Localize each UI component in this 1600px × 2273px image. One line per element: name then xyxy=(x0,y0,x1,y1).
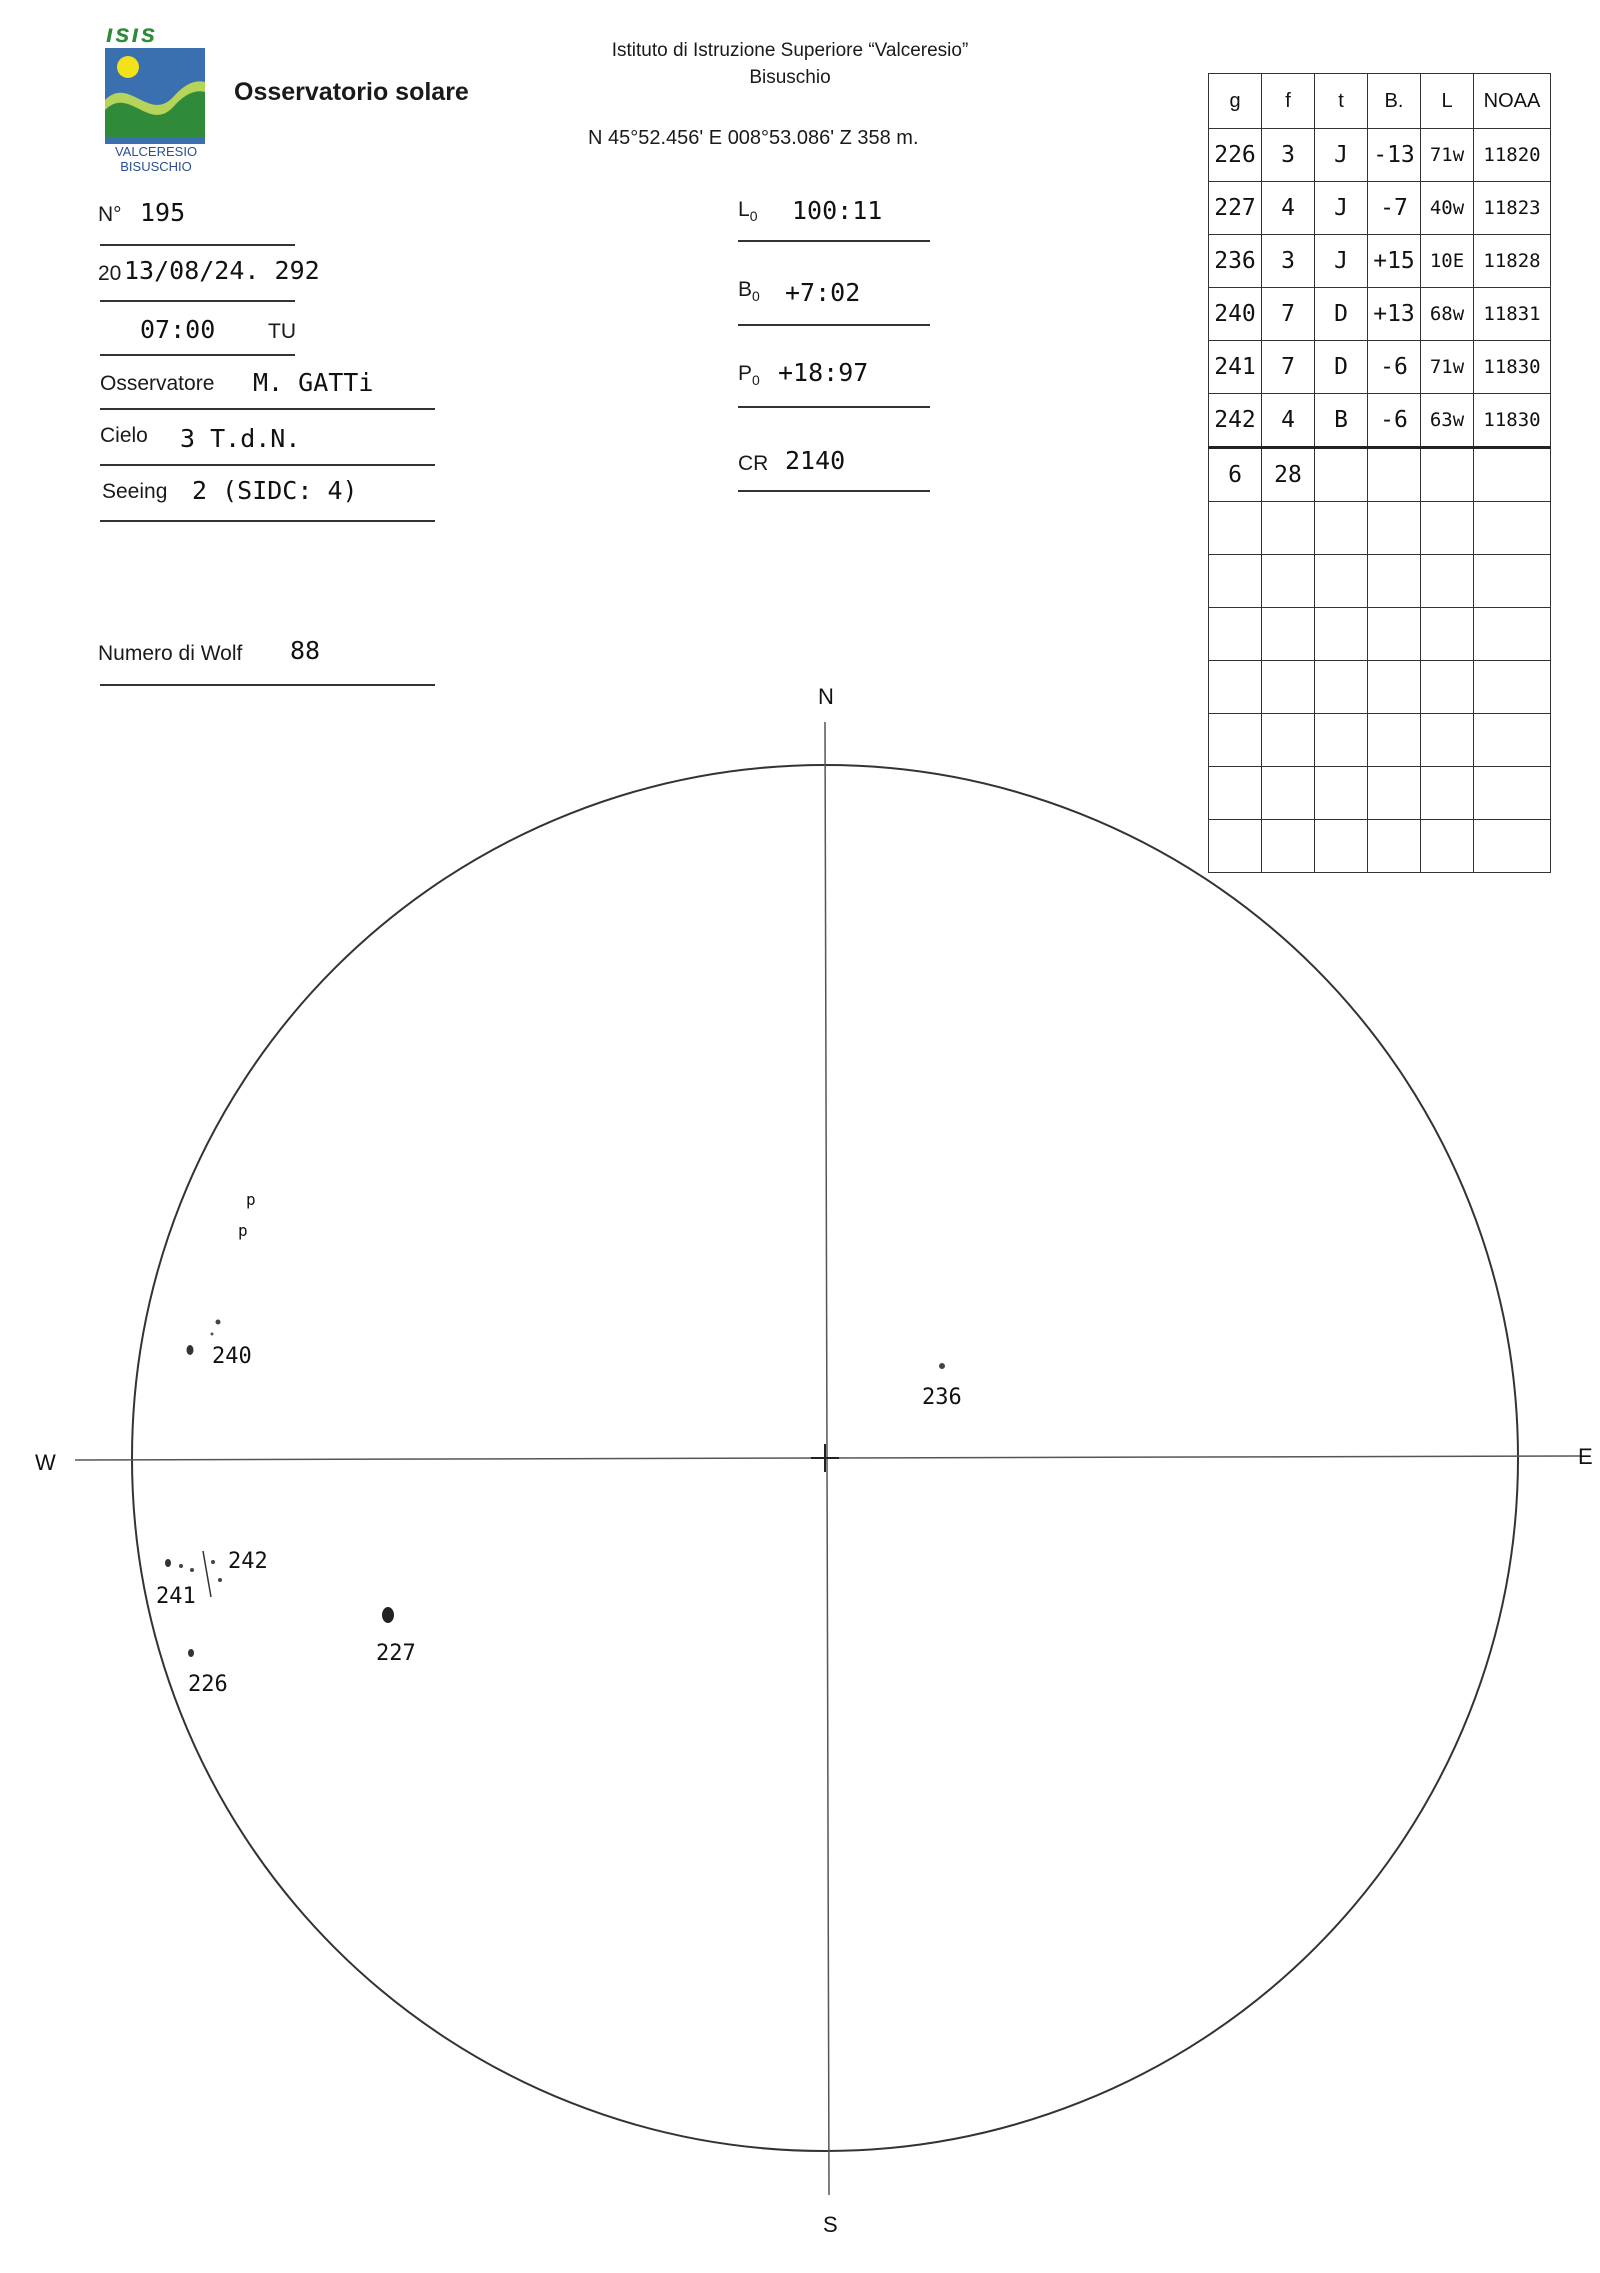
p0-letter: P xyxy=(738,362,753,385)
l0-subscript: 0 xyxy=(749,208,758,225)
sunspot-240-leader xyxy=(187,1345,194,1355)
table-cell: J xyxy=(1315,129,1368,182)
table-cell: 7 xyxy=(1262,341,1315,394)
sunspot-240-small xyxy=(211,1333,214,1336)
sky-value: 3 T.d.N. xyxy=(180,424,301,453)
table-cell: 40w xyxy=(1421,182,1474,235)
east-label: E xyxy=(1578,1444,1593,1469)
number-value: 195 xyxy=(140,198,186,227)
table-cell: J xyxy=(1315,182,1368,235)
column-header: B. xyxy=(1368,74,1421,129)
l0-letter: L xyxy=(738,198,750,221)
column-header: L xyxy=(1421,74,1474,129)
group-label-241: 241 xyxy=(156,1584,196,1609)
group-label-236: 236 xyxy=(922,1385,962,1410)
column-header: NOAA xyxy=(1474,74,1551,129)
table-cell: -6 xyxy=(1368,394,1421,448)
sunspot-242 xyxy=(211,1560,215,1564)
table-cell: D xyxy=(1315,288,1368,341)
pore-label-1: p xyxy=(246,1190,256,1209)
sunspot-241-small-2 xyxy=(190,1568,194,1572)
south-label: S xyxy=(823,2212,838,2237)
column-header: g xyxy=(1209,74,1262,129)
table-cell: D xyxy=(1315,341,1368,394)
table-cell: 11830 xyxy=(1474,394,1551,448)
p0-value: +18:97 xyxy=(778,358,869,387)
table-cell: -13 xyxy=(1368,129,1421,182)
group-label-242: 242 xyxy=(228,1549,268,1574)
pore-label-2: p xyxy=(238,1221,248,1240)
table-cell: 236 xyxy=(1209,235,1262,288)
table-cell: 10E xyxy=(1421,235,1474,288)
b0-value: +7:02 xyxy=(785,278,861,307)
totals-cell: 28 xyxy=(1262,448,1315,502)
seeing-value: 2 (SIDC: 4) xyxy=(192,476,358,505)
institute-town: Bisuschio xyxy=(749,67,831,88)
sunspot-227 xyxy=(382,1607,394,1623)
table-cell: 227 xyxy=(1209,182,1262,235)
institute-name: Istituto di Istruzione Superiore “Valceresio” xyxy=(611,40,969,61)
table-cell: 11820 xyxy=(1474,129,1551,182)
table-cell: 4 xyxy=(1262,182,1315,235)
table-cell: -6 xyxy=(1368,341,1421,394)
observer-value: M. GATTi xyxy=(253,368,374,397)
time-unit: TU xyxy=(268,320,296,343)
sunspot-241-small xyxy=(179,1564,183,1568)
column-header: t xyxy=(1315,74,1368,129)
date-value: 13/08/24. 292 xyxy=(124,256,320,285)
table-cell: 71w xyxy=(1421,341,1474,394)
sunspot-240-follower xyxy=(216,1320,221,1325)
table-cell: 3 xyxy=(1262,235,1315,288)
table-cell: 11831 xyxy=(1474,288,1551,341)
wolf-number-value: 88 xyxy=(290,636,321,665)
table-cell: 68w xyxy=(1421,288,1474,341)
column-header: f xyxy=(1262,74,1315,129)
north-label: N xyxy=(818,684,834,709)
wolf-number-label: Numero di Wolf xyxy=(98,642,243,665)
b0-subscript: 0 xyxy=(752,288,760,305)
totals-cell: 6 xyxy=(1209,448,1262,502)
observer-label: Osservatore xyxy=(100,372,215,395)
table-cell: 226 xyxy=(1209,129,1262,182)
table-cell: 71w xyxy=(1421,129,1474,182)
group-label-226: 226 xyxy=(188,1672,228,1697)
cr-label: CR xyxy=(738,452,769,475)
group-label-240: 240 xyxy=(212,1344,252,1369)
table-cell: +13 xyxy=(1368,288,1421,341)
table-cell: 4 xyxy=(1262,394,1315,448)
b0-letter: B xyxy=(738,278,753,301)
table-cell: 7 xyxy=(1262,288,1315,341)
logo-wordmark: ısıs xyxy=(106,18,158,48)
sunspot-241 xyxy=(165,1559,171,1567)
date-prefix: 20 xyxy=(98,262,122,285)
logo-name-line1: VALCERESIO xyxy=(114,144,198,159)
l0-value: 100:11 xyxy=(792,196,883,225)
table-cell: B xyxy=(1315,394,1368,448)
table-cell: 11828 xyxy=(1474,235,1551,288)
table-cell: 241 xyxy=(1209,341,1262,394)
number-label: N° xyxy=(98,203,122,226)
table-cell: +15 xyxy=(1368,235,1421,288)
table-cell: 3 xyxy=(1262,129,1315,182)
sunspot-226 xyxy=(188,1649,194,1657)
group-separator-line xyxy=(203,1551,211,1597)
table-cell: 11830 xyxy=(1474,341,1551,394)
logo-name-line2: BISUSCHIO xyxy=(120,159,192,174)
west-label: W xyxy=(35,1450,56,1475)
time-value: 07:00 xyxy=(140,315,216,344)
table-cell: 240 xyxy=(1209,288,1262,341)
table-cell: 242 xyxy=(1209,394,1262,448)
table-cell: 11823 xyxy=(1474,182,1551,235)
page-title: Osservatorio solare xyxy=(234,78,469,106)
p0-subscript: 0 xyxy=(752,372,760,389)
sky-label: Cielo xyxy=(100,424,148,447)
observatory-coordinates: N 45°52.456' E 008°53.086' Z 358 m. xyxy=(588,127,919,149)
cr-value: 2140 xyxy=(785,446,846,475)
table-cell: 63w xyxy=(1421,394,1474,448)
seeing-label: Seeing xyxy=(102,480,168,503)
sunspot-236 xyxy=(939,1363,945,1369)
sunspot-242-small xyxy=(218,1578,222,1582)
group-label-227: 227 xyxy=(376,1641,416,1666)
table-cell: -7 xyxy=(1368,182,1421,235)
table-cell: J xyxy=(1315,235,1368,288)
